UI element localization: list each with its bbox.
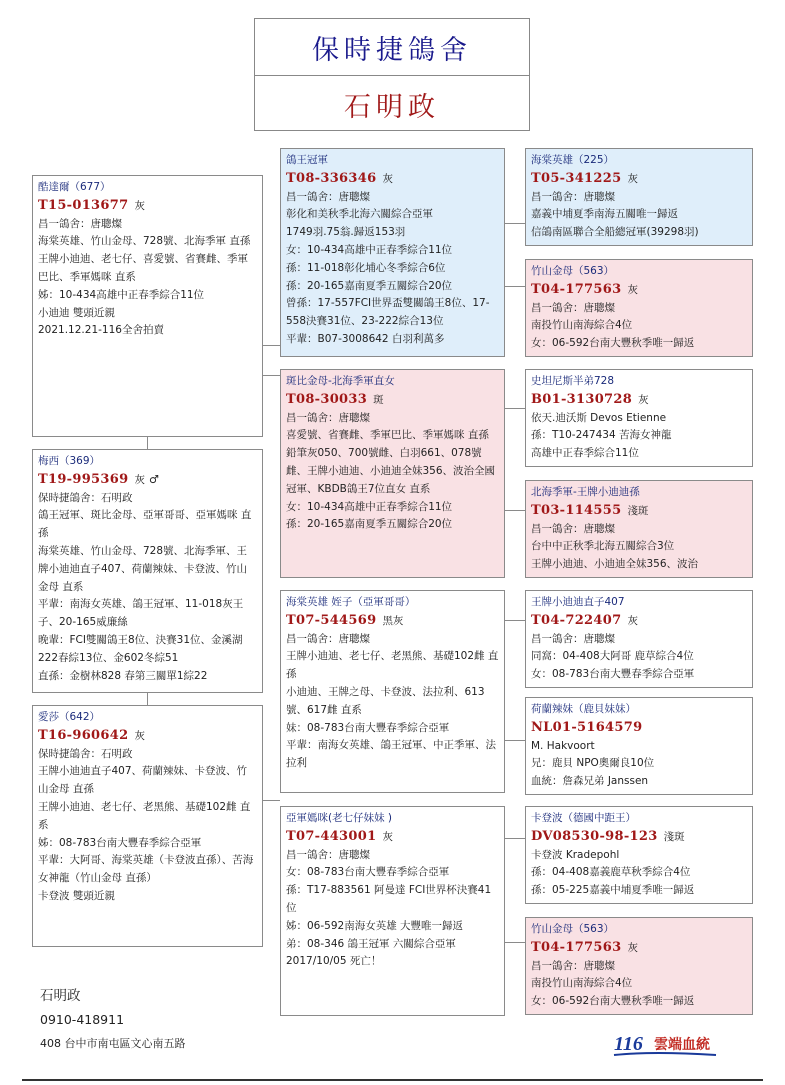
pedigree-line: 昌一鴿舍：唐聰燦 [286, 632, 370, 645]
pedigree-line: 直孫：金樹林828 春第三關單1綜22 [38, 669, 208, 682]
ring-number: T04-177563 [531, 281, 622, 297]
owner-title: 石明政 [344, 91, 440, 123]
pigeon-card-gg-6 [525, 697, 753, 795]
pigeon-name: 斑比金母-北海季軍直女 [286, 375, 395, 387]
pigeon-color: 灰 [627, 941, 638, 954]
pigeon-card-sire [32, 449, 263, 693]
pedigree-line: 弟：08-346 鴿王冠軍 六關綜合亞軍 [286, 937, 456, 950]
pedigree-line: 高雄中正春季綜合11位 [531, 447, 639, 460]
pedigree-line: 王牌小迪迪、老七仔、喜愛號、省賽雌、季軍巴比、季軍媽咪 直系 [38, 253, 248, 283]
pigeon-color: 灰 [627, 172, 638, 185]
pedigree-line: 昌一鴿舍：唐聰燦 [286, 848, 370, 861]
owner-phone: 0910-418911 [40, 1012, 125, 1027]
pigeon-card-granddam-maternal [280, 806, 505, 1016]
pigeon-name: 北海季軍-王牌小迪迪孫 [531, 486, 640, 498]
ring-number: T04-177563 [531, 939, 622, 955]
pigeon-name: 梅西（369） [38, 455, 101, 467]
pigeon-card-self [32, 175, 263, 437]
connector-line [263, 375, 280, 376]
pedigree-line: 鉛筆灰050、700號雌、白羽661、078號雌、王牌小迪迪、小迪迪全妹356、波治全國冠軍、KBDB鴿王7位直女 直系 [286, 447, 496, 495]
pedigree-line: 姊：06-592南海女英雄 大豐唯一歸返 [286, 919, 464, 932]
pigeon-card-gg-8 [525, 917, 753, 1015]
pedigree-line: 女：10-434高雄中正春季綜合11位 [286, 243, 453, 256]
pigeon-card-gg-2 [525, 259, 753, 357]
pedigree-line: 嘉義中埔夏季南海五關唯一歸返 [531, 208, 678, 221]
ring-number: T08-336346 [286, 170, 377, 186]
pedigree-line: 2017/10/05 死亡！ [286, 955, 382, 968]
pedigree-line: 同窩：04-408大阿哥 鹿草綜合4位 [531, 650, 694, 663]
pedigree-line: 喜愛號、省賽雌、季軍巴比、季軍媽咪 直孫 [286, 429, 489, 442]
pedigree-line: 平輩：大阿哥、海棠英雄（卡登波直孫）、苦海女神龍（竹山金母 直孫） [38, 854, 254, 885]
pedigree-line: 姊：10-434高雄中正春季綜合11位 [38, 288, 205, 301]
ring-number: T15-013677 [38, 197, 129, 213]
connector-line [147, 693, 148, 705]
pedigree-line: 女：08-783台南大豐春季綜合亞軍 [286, 866, 450, 879]
pigeon-color: 斑 [373, 393, 384, 406]
pigeon-color: 灰 [382, 830, 393, 843]
pigeon-card-gg-7 [525, 806, 753, 904]
connector-line [263, 345, 280, 346]
pedigree-line: 保時捷鴿舍：石明政 [38, 747, 133, 760]
pedigree-line: 王牌小迪迪直子407、荷蘭辣妹、卡登波、竹山金母 直孫 [38, 765, 248, 796]
ring-number: T08-30033 [286, 391, 368, 407]
pedigree-line: 小迪迪 雙頭近親 [38, 306, 115, 319]
pedigree-line: 昌一鴿舍：唐聰燦 [531, 190, 615, 203]
pedigree-line: 兄：鹿貝 NPO奧爾良10位 [531, 757, 655, 770]
connector-line [505, 620, 525, 621]
pedigree-line: 平輩：南海女英雄、鴿王冠軍、中正季軍、法拉利 [286, 739, 496, 770]
pedigree-line: 孫：T17-883561 阿曼達 FCI世界杯決賽41位 [286, 884, 492, 914]
pedigree-line: 血統：詹森兄弟 Janssen [531, 775, 649, 788]
pedigree-line: 平輩：南海女英雄、鴿王冠軍、11-018灰王子、20-165威廉絲 [38, 598, 244, 629]
connector-line [263, 800, 280, 801]
logo-text: 雲端血統 [654, 1037, 710, 1053]
pedigree-line: 南投竹山南海綜合4位 [531, 319, 633, 332]
pedigree-header [254, 18, 530, 131]
pedigree-line: 孫：T10-247434 苦海女神龍 [531, 429, 672, 442]
connector-line [505, 740, 525, 741]
pigeon-card-dam [32, 705, 263, 947]
connector-line [505, 510, 525, 511]
pigeon-color: 灰 [134, 729, 145, 742]
pedigree-line: 卡登波 雙頭近親 [38, 889, 115, 902]
pedigree-line: 曾孫：17-557FCI世界盃雙關鴿王8位、17-558決賽31位、23-222綜合13位 [286, 297, 490, 328]
pedigree-line: 孫：20-165嘉南夏季五關綜合20位 [286, 518, 453, 531]
pedigree-line: 昌一鴿舍：唐聰燦 [286, 190, 370, 203]
pedigree-line: 昌一鴿舍：唐聰燦 [531, 301, 615, 314]
pedigree-line: 孫：11-018彰化埔心冬季綜合6位 [286, 261, 446, 274]
pigeon-name: 王牌小迪迪直子407 [531, 596, 625, 608]
pigeon-name: 愛莎（642） [38, 711, 101, 723]
ring-number: T07-544569 [286, 612, 377, 628]
logo-number: 116 [614, 1033, 643, 1055]
footer-divider [22, 1079, 763, 1081]
pigeon-name: 卡登波（德國中距王） [531, 812, 636, 824]
pigeon-name: 竹山金母（563） [531, 265, 615, 277]
owner-address: 408 台中市南屯區文心南五路 [40, 1037, 186, 1050]
logo-icon [612, 1030, 722, 1058]
pigeon-color: 灰 [382, 172, 393, 185]
owner-name: 石明政 [40, 988, 81, 1004]
connector-line [505, 286, 525, 287]
pigeon-card-granddam-paternal [280, 369, 505, 578]
ring-number: NL01-5164579 [531, 719, 643, 735]
pedigree-line: 保時捷鴿舍：石明政 [38, 491, 133, 504]
pigeon-card-gg-1 [525, 148, 753, 246]
cloud-pedigree-logo [612, 1030, 722, 1058]
pedigree-line: 1749羽.75翁.歸返153羽 [286, 226, 406, 239]
ring-number: T05-341225 [531, 170, 622, 186]
kennel-name: 保時捷鴿舍 [255, 19, 529, 76]
pedigree-line: 信鴿南區聯合全船總冠軍(39298羽) [531, 226, 699, 239]
pigeon-name: 鴿王冠軍 [286, 154, 328, 166]
pigeon-name: 海棠英雄（225） [531, 154, 615, 166]
owner-info [40, 984, 186, 1056]
pigeon-card-grandsire-paternal [280, 148, 505, 357]
ring-number: DV08530-98-123 [531, 828, 658, 844]
pedigree-line: 卡登波 Kradepohl [531, 848, 620, 861]
ring-number: T03-114555 [531, 502, 622, 518]
pedigree-line: 彰化和美秋季北海六關綜合亞軍 [286, 208, 433, 221]
pedigree-line: 南投竹山南海綜合4位 [531, 977, 633, 990]
pigeon-card-gg-4 [525, 480, 753, 578]
pigeon-color: 淺斑 [663, 830, 685, 843]
ring-number: T07-443001 [286, 828, 377, 844]
pedigree-line: 昌一鴿舍：唐聰燦 [286, 411, 370, 424]
pedigree-line: 晚輩：FCI雙關鴿王8位、決賽31位、金溪湖222春綜13位、金602冬綜51 [38, 633, 243, 664]
pedigree-line: 昌一鴿舍：唐聰燦 [531, 522, 615, 535]
pedigree-line: 台中中正秋季北海五關綜合3位 [531, 540, 675, 553]
connector-line [147, 437, 148, 449]
pigeon-color: 灰 [638, 393, 649, 406]
pigeon-name: 酷達爾（677） [38, 181, 111, 193]
pigeon-color: 灰 [627, 283, 638, 296]
pedigree-line: 孫：04-408嘉義鹿草秋季綜合4位 [531, 866, 691, 879]
pigeon-name: 竹山金母（563） [531, 923, 615, 935]
pedigree-line: 姊：08-783台南大豐春季綜合亞軍 [38, 836, 202, 849]
pigeon-color: 灰 [627, 614, 638, 627]
pedigree-line: 平輩：B07-3008642 白羽利萬多 [286, 332, 445, 345]
male-icon: ♂ [148, 472, 159, 486]
ring-number: T16-960642 [38, 727, 129, 743]
pigeon-color: 灰 [134, 199, 145, 212]
connector-line [505, 223, 525, 224]
pedigree-line: 王牌小迪迪、老七仔、老黑熊、基礎102雌 直系 [38, 800, 251, 831]
pigeon-color: 淺斑 [627, 504, 649, 517]
pedigree-line: M. Hakvoort [531, 739, 595, 752]
pigeon-color: 黑灰 [382, 614, 404, 627]
pedigree-line: 2021.12.21-116全舍拍賣 [38, 324, 164, 337]
ring-number: B01-3130728 [531, 391, 633, 407]
pedigree-line: 王牌小迪迪、小迪迪全妹356、波治 [531, 558, 699, 571]
pigeon-name: 海棠英雄 姪子（亞軍哥哥） [286, 596, 416, 608]
pigeon-name: 亞軍媽咪(老七仔妹妹 ) [286, 812, 393, 824]
pigeon-card-gg-5 [525, 590, 753, 688]
pedigree-line: 女：08-783台南大豐春季綜合亞軍 [531, 668, 695, 681]
pedigree-line: 孫：20-165嘉南夏季五關綜合20位 [286, 279, 453, 292]
pedigree-line: 昌一鴿舍：唐聰燦 [531, 959, 615, 972]
pedigree-line: 孫：05-225嘉義中埔夏季唯一歸返 [531, 884, 695, 897]
pedigree-line: 海棠英雄、竹山金母、728號、北海季軍、王牌小迪迪直子407、荷蘭辣妹、卡登波、竹山金母 直系 [38, 544, 248, 593]
ring-number: T19-995369 [38, 471, 129, 487]
pedigree-line: 依天.迪沃斯 Devos Etienne [531, 411, 667, 424]
connector-line [505, 408, 525, 409]
pigeon-card-gg-3 [525, 369, 753, 467]
connector-line [505, 942, 525, 943]
pedigree-line: 海棠英雄、竹山金母、728號、北海季軍 直孫 [38, 235, 251, 248]
pigeon-name: 史坦尼斯半弟728 [531, 375, 615, 387]
pedigree-line: 昌一鴿舍：唐聰燦 [531, 632, 615, 645]
pedigree-line: 鴿王冠軍、斑比金母、亞軍哥哥、亞軍媽咪 直孫 [38, 509, 252, 540]
pedigree-line: 王牌小迪迪、老七仔、老黑熊、基礎102雌 直孫 [286, 650, 499, 681]
pigeon-name: 荷蘭辣妹（鹿貝妹妹） [531, 703, 636, 715]
ring-number: T04-722407 [531, 612, 622, 628]
pedigree-line: 小迪迪、王牌之母、卡登波、法拉利、613號、617雌 直系 [286, 685, 485, 716]
pedigree-line: 女：06-592台南大豐秋季唯一歸返 [531, 995, 695, 1008]
connector-line [505, 838, 525, 839]
pedigree-line: 女：06-592台南大豐秋季唯一歸返 [531, 337, 695, 350]
pedigree-line: 女：10-434高雄中正春季綜合11位 [286, 500, 453, 513]
pigeon-color: 灰 [134, 473, 145, 486]
pedigree-line: 昌一鴿舍：唐聰燦 [38, 217, 122, 230]
pigeon-card-grandsire-maternal [280, 590, 505, 793]
pedigree-line: 妹：08-783台南大豐春季綜合亞軍 [286, 721, 450, 734]
